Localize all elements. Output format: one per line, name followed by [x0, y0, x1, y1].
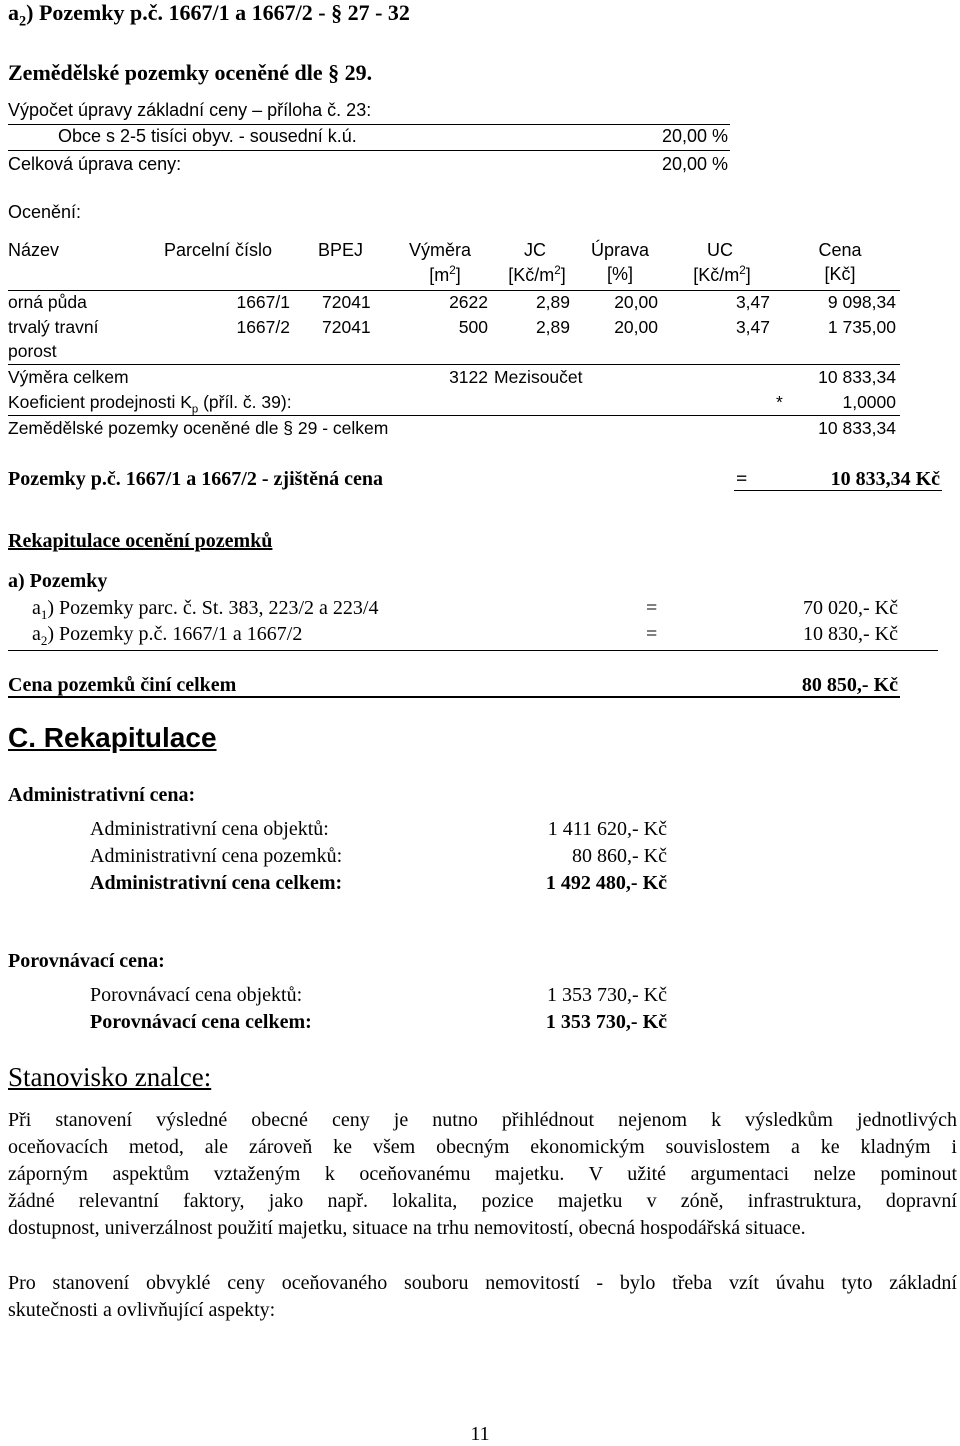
admin-value: 1 411 620,- Kč — [547, 818, 667, 840]
adjust-label: Obce s 2-5 tisíci obyv. - sousední k.ú. — [58, 126, 357, 146]
cell-cena: 1 735,00 — [827, 317, 896, 337]
cell-parcela: 1667/2 — [236, 317, 290, 337]
divider — [8, 415, 900, 416]
paragraph-line: Pro stanovení obvyklé ceny oceňovaného souboru nemovitostí - bylo třeba vzít úvahu tyto základní — [8, 1272, 957, 1294]
page-number: 11 — [470, 1423, 490, 1445]
cell-uprava: 20,00 — [614, 317, 658, 337]
admin-value: 80 860,- Kč — [572, 845, 667, 867]
admin-total-value: 1 492 480,- Kč — [545, 872, 667, 894]
section-c-heading: C. Rekapitulace — [8, 722, 217, 753]
cell-parcela: 1667/1 — [236, 292, 290, 312]
col-header-bpej: BPEJ — [318, 240, 364, 260]
underline — [734, 490, 942, 491]
recap-total-label: Cena pozemků činí celkem — [8, 674, 237, 696]
calc-label: Výpočet úpravy základní ceny – příloha č. 23: — [8, 100, 372, 120]
cell-cena: 9 098,34 — [827, 292, 896, 312]
col-header-jc: JC — [524, 240, 546, 260]
cell-uc: 3,47 — [735, 292, 770, 312]
total-label: Zemědělské pozemky oceněné dle § 29 - celkem — [8, 418, 389, 438]
col-header-cena: Cena — [818, 240, 862, 260]
total-area-value: 3122 — [449, 367, 488, 387]
divider — [8, 364, 900, 365]
valuation-label: Ocenění: — [8, 202, 82, 222]
col-header-uprava: Úprava — [590, 240, 650, 260]
cell-uc: 3,47 — [735, 317, 770, 337]
paragraph-line: záporným aspektům vztaženým k oceňovanému majetku. V užité argumentaci nelze pominout — [8, 1163, 957, 1185]
compare-value: 1 353 730,- Kč — [547, 984, 667, 1006]
admin-label: Administrativní cena pozemků: — [90, 845, 343, 867]
koef-label: Koeficient prodejnosti $K_p$ (příl. č. 39): — [8, 392, 292, 416]
section-title: $a_2$) Pozemky p.č. 1667/1 a 1667/2 - § 27 - 32 — [8, 0, 410, 30]
cell-jc: 2,89 — [535, 317, 570, 337]
recap-item-label: $a_1$) Pozemky parc. č. St. 383, 223/2 a 223/4 — [32, 597, 379, 622]
divider — [8, 650, 938, 651]
col-header-nazev: Název — [8, 240, 60, 260]
result-label: Pozemky p.č. 1667/1 a 1667/2 - zjištěná cena — [8, 468, 383, 490]
paragraph-line: skutečnosti a ovlivňující aspekty: — [8, 1299, 276, 1321]
unit-uc: $[Kč/m^2]$ — [693, 264, 751, 285]
recap-item-eq: = — [646, 623, 658, 645]
col-header-parcela: Parcelní číslo — [164, 240, 273, 260]
cell-uprava: 20,00 — [614, 292, 658, 312]
recap-subheading: a) Pozemky — [8, 570, 108, 592]
cell-vymera: 500 — [458, 317, 488, 337]
recap-total-value: 80 850,- Kč — [801, 674, 898, 696]
total-area-label: Výměra celkem — [8, 367, 129, 387]
recap-item-value: 70 020,- Kč — [803, 597, 898, 619]
result-value: 10 833,34 Kč — [830, 468, 940, 490]
unit-vymera: $[m^2]$ — [429, 264, 461, 285]
paragraph-line: dostupnost, univerzálnost použití majetku, situace na trhu nemovitostí, obecná hospodářská situace. — [8, 1217, 806, 1239]
compare-label: Porovnávací cena objektů: — [90, 984, 303, 1006]
cell-nazev: orná půda — [8, 292, 87, 312]
unit-jc: $[Kč/m^2]$ — [508, 264, 566, 285]
compare-heading: Porovnávací cena: — [8, 950, 165, 972]
cell-nazev-cont: porost — [8, 341, 57, 361]
recap-item-label: $a_2$) Pozemky p.č. 1667/1 a 1667/2 — [32, 623, 303, 648]
admin-total-label: Administrativní cena celkem: — [90, 872, 343, 894]
compare-total-value: 1 353 730,- Kč — [545, 1011, 667, 1033]
unit-cena: [Kč] — [824, 264, 856, 284]
opinion-heading: Stanovisko znalce: — [8, 1062, 212, 1092]
subtotal-label: Mezisoučet — [494, 367, 583, 387]
subtotal-value: 10 833,34 — [818, 367, 896, 387]
cell-vymera: 2622 — [449, 292, 488, 312]
result-eq: = — [736, 468, 748, 490]
total-adjust-value: 20,00 % — [661, 154, 728, 174]
divider — [8, 124, 730, 125]
paragraph-line: Při stanovení výsledné obecné ceny je nutno přihlédnout nejenom k výsledkům jednotlivých — [8, 1109, 957, 1131]
recap-item-eq: = — [646, 597, 658, 619]
unit-uprava: [%] — [606, 264, 633, 284]
recap-item-value: 10 830,- Kč — [803, 623, 898, 645]
double-underline — [8, 696, 900, 698]
col-header-uc: UC — [707, 240, 733, 260]
subsection-heading: Zemědělské pozemky oceněné dle § 29. — [8, 60, 373, 85]
koef-star: * — [776, 392, 783, 412]
recap-heading: Rekapitulace ocenění pozemků — [8, 530, 273, 552]
divider — [8, 150, 730, 151]
compare-total-label: Porovnávací cena celkem: — [90, 1011, 312, 1033]
col-header-vymera: Výměra — [408, 240, 471, 260]
koef-value: 1,0000 — [842, 392, 896, 412]
adjust-value: 20,00 % — [661, 126, 728, 146]
cell-nazev: trvalý travní — [8, 317, 99, 337]
cell-bpej: 72041 — [322, 317, 371, 337]
admin-heading: Administrativní cena: — [8, 784, 196, 806]
paragraph-line: oceňovacích metod, ale zároveň ke všem obecným ekonomickým souvislostem a ke kladným i — [8, 1136, 957, 1158]
cell-bpej: 72041 — [322, 292, 371, 312]
total-value: 10 833,34 — [818, 418, 896, 438]
divider — [8, 290, 900, 291]
cell-jc: 2,89 — [535, 292, 570, 312]
admin-label: Administrativní cena objektů: — [90, 818, 329, 840]
total-adjust-label: Celková úprava ceny: — [8, 154, 182, 174]
paragraph-line: žádné relevantní faktory, jako např. lokalita, pozice majetku v zóně, infrastruktura, dopravní — [8, 1190, 957, 1212]
